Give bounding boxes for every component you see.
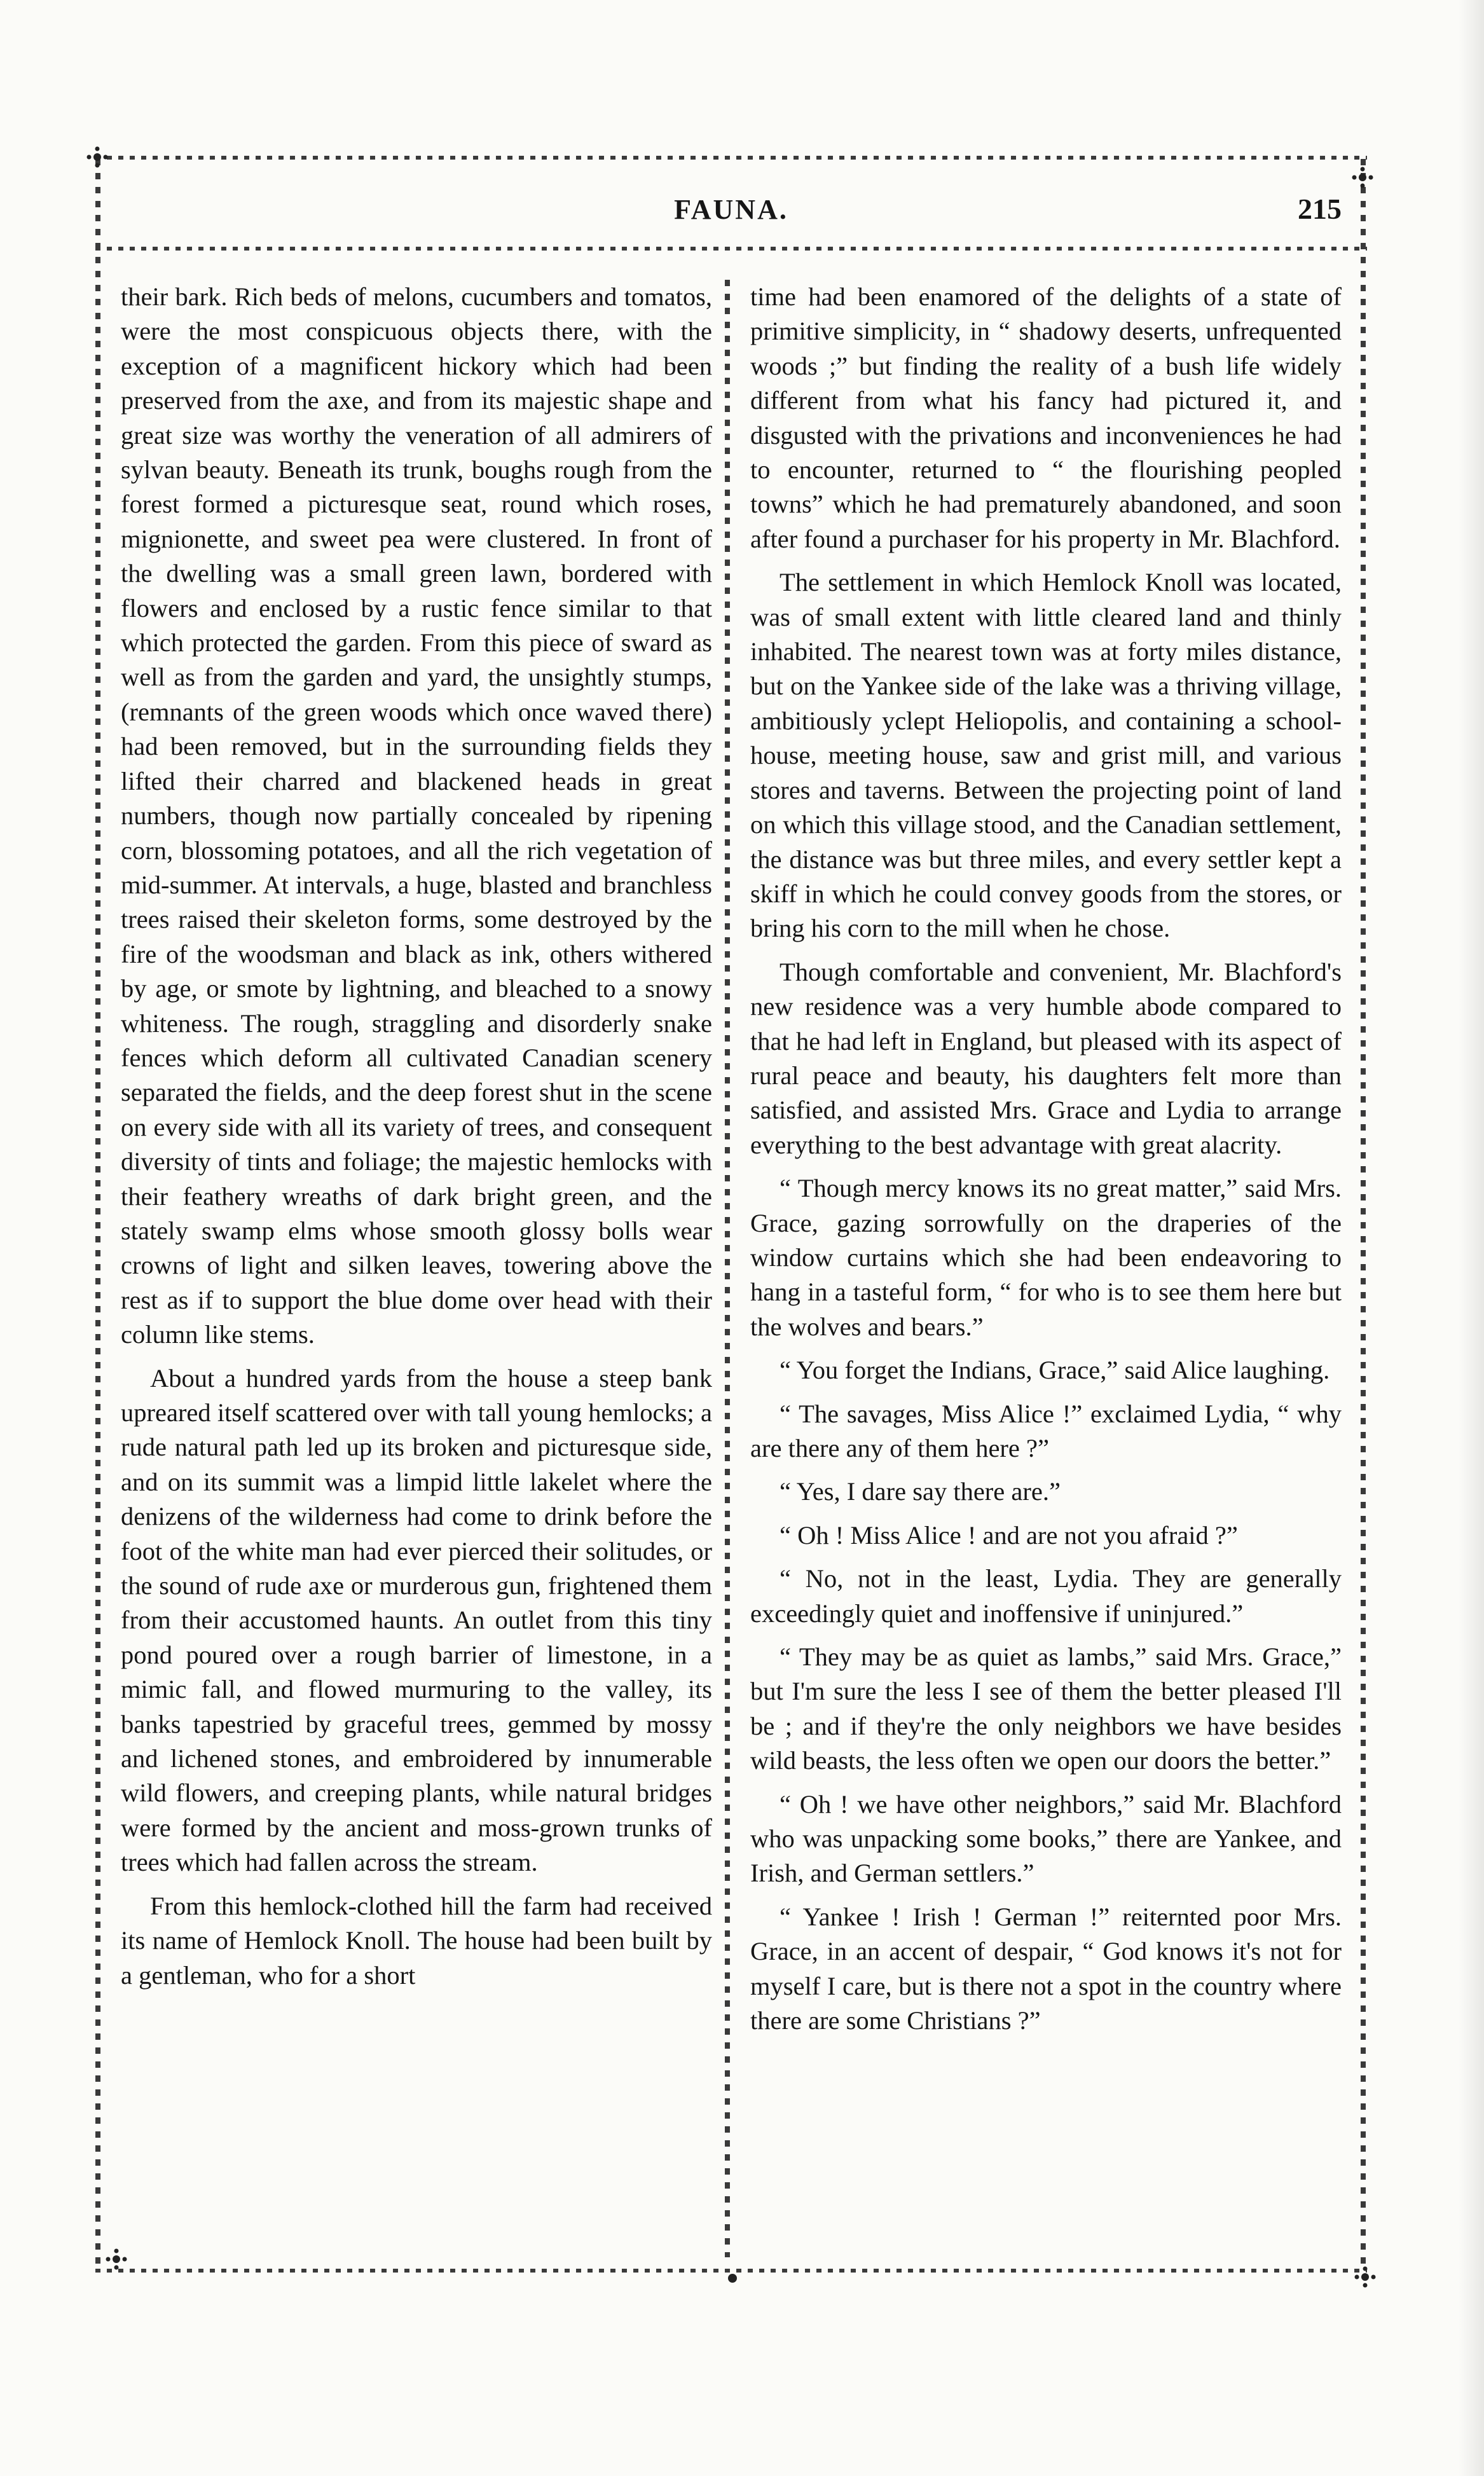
paragraph: From this hemlock-clothed hill the farm had received its name of Hemlock Knoll. The house had been built by a gentleman, who for a short	[121, 1891, 712, 1990]
paragraph: “ Yes, I dare say there are.”	[780, 1477, 1061, 1506]
column-divider-rule	[725, 280, 730, 2257]
paragraph: time had been enamored of the delights of a state of primitive simplicity, in “ shadowy deserts, unfrequented woods ;” but finding the reality of a bush life widely different from what his fancy had pictured it, and disgusted with the privations and inconveniences he had to encounter, returned to “ the flourishing peopled towns” which he had prematurely abandoned, and soon after found a purchaser for his property in Mr. Blachford.	[750, 282, 1342, 553]
scan-edge-shadow	[1459, 0, 1484, 2476]
corner-ornament-icon	[86, 146, 108, 168]
paragraph: “ Oh ! we have other neighbors,” said Mr. Blachford who was unpacking some books,” there are Yankee, and Irish, and German settlers.”	[750, 1789, 1342, 1888]
header-divider-rule	[95, 247, 1367, 251]
paragraph: “ Oh ! Miss Alice ! and are not you afraid ?”	[780, 1520, 1238, 1550]
paragraph: “ Yankee ! Irish ! German !” reiternted poor Mrs. Grace, in an accent of despair, “ God knows it's not for myself I care, but is there not a spot in the country where there are some Christians ?”	[750, 1902, 1342, 2035]
bottom-border-rule	[95, 2269, 1367, 2273]
top-border-rule	[95, 156, 1367, 160]
corner-ornament-icon	[106, 2248, 127, 2270]
paragraph: “ No, not in the least, Lydia. They are generally exceedingly quiet and inoffensive if uninjured.”	[750, 1564, 1342, 1628]
right-column	[750, 280, 1342, 2047]
paragraph: Though comfortable and convenient, Mr. Blachford's new residence was a very humble abode compared to that he had left in England, but pleased with its aspect of rural peace and beauty, his daughters felt more than satisfied, and assisted Mrs. Grace and Lydia to arrange everything to the best advantage with great alacrity.	[750, 957, 1342, 1159]
page-header	[102, 191, 1361, 235]
paragraph: “ They may be as quiet as lambs,” said Mrs. Grace,” but I'm sure the less I see of them the better pleased I'll be ; and if they're the only neighbors we have besides wild beasts, the less often we open our doors the better.”	[750, 1642, 1342, 1775]
page-number: 215	[1298, 193, 1342, 225]
paragraph: “ The savages, Miss Alice !” exclaimed Lydia, “ why are there any of them here ?”	[750, 1399, 1342, 1462]
running-head: FAUNA.	[674, 194, 788, 225]
corner-ornament-icon	[1354, 2266, 1376, 2288]
paragraph: their bark. Rich beds of melons, cucumbers and tomatos, were the most conspicuous objects there, with the exception of a magnificent hickory which had been preserved from the axe, and from its majestic shape and great size was worthy the veneration of all admirers of sylvan beauty. Beneath its trunk, boughs rough from the forest formed a picturesque seat, round which roses, mignionette, and sweet pea were clustered. In front of the dwelling was a small green lawn, bordered with flowers and enclosed by a rustic fence similar to that which protected the garden. From this piece of sward as well as from the garden and yard, the unsightly stumps, (remnants of the green woods which once waved there) had been removed, but in the surrounding fields they lifted their charred and blackened heads in great numbers, though now partially concealed by ripening corn, blossoming potatoes, and all the rich vegetation of mid-summer. At intervals, a huge, blasted and branchless trees raised their skeleton forms, some destroyed by the fire of the woodsman and black as ink, others withered by age, or smote by lightning, and bleached to a snowy whiteness. The rough, straggling and disorderly snake fences which deform all cultivated Canadian scenery separated the fields, and the deep forest shut in the scene on every side with all its variety of trees, and consequent diversity of tints and foliage; the majestic hemlocks with their feathery wreaths of dark bright green, and the stately swamp elms whose smooth glossy bolls wear crowns of light and silken leaves, towering above the rest as if to support the blue dome over head with their column like stems.	[121, 282, 712, 1349]
paragraph: The settlement in which Hemlock Knoll was located, was of small extent with little cleared land and thinly inhabited. The nearest town was at forty miles distance, but on the Yankee side of the lake was a thriving village, ambitiously yclept Heliopolis, and containing a school-house, meeting house, saw and grist mill, and various stores and taverns. Between the projecting point of land on which this village stood, and the Canadian settlement, the distance was but three miles, and every settler kept a skiff in which he could convey goods from the stores, or bring his corn to the mill when he chose.	[750, 568, 1342, 943]
corner-ornament-icon	[1352, 167, 1373, 188]
paragraph: About a hundred yards from the house a steep bank upreared itself scattered over with tall young hemlocks; a rude natural path led up its broken and picturesque side, and on its summit was a limpid little lakelet where the denizens of the wilderness had come to drink before the foot of the white man had ever pierced their solitudes, or the sound of rude axe or murderous gun, frightened them from their accustomed haunts. An outlet from this tiny pond poured over a rough barrier of limestone, in a mimic fall, and flowed murmuring to the valley, its banks tapestried by graceful trees, gemmed by mossy and lichened stones, and embroidered by innumerable wild flowers, and creeping plants, while natural bridges were formed by the ancient and moss-grown trunks of trees which had fallen across the stream.	[121, 1363, 712, 1877]
left-column	[121, 280, 712, 2002]
paragraph: “ Though mercy knows its no great matter,” said Mrs. Grace, gazing sorrowfully on the draperies of the window curtains which she had been endeavoring to hang in a tasteful form, “ for who is to see them here but the wolves and bears.”	[750, 1174, 1342, 1341]
paragraph: “ You forget the Indians, Grace,” said Alice laughing.	[780, 1356, 1330, 1385]
right-border-rule	[1361, 159, 1366, 2269]
bottom-center-dot	[728, 2274, 737, 2283]
left-border-rule	[95, 159, 100, 2269]
